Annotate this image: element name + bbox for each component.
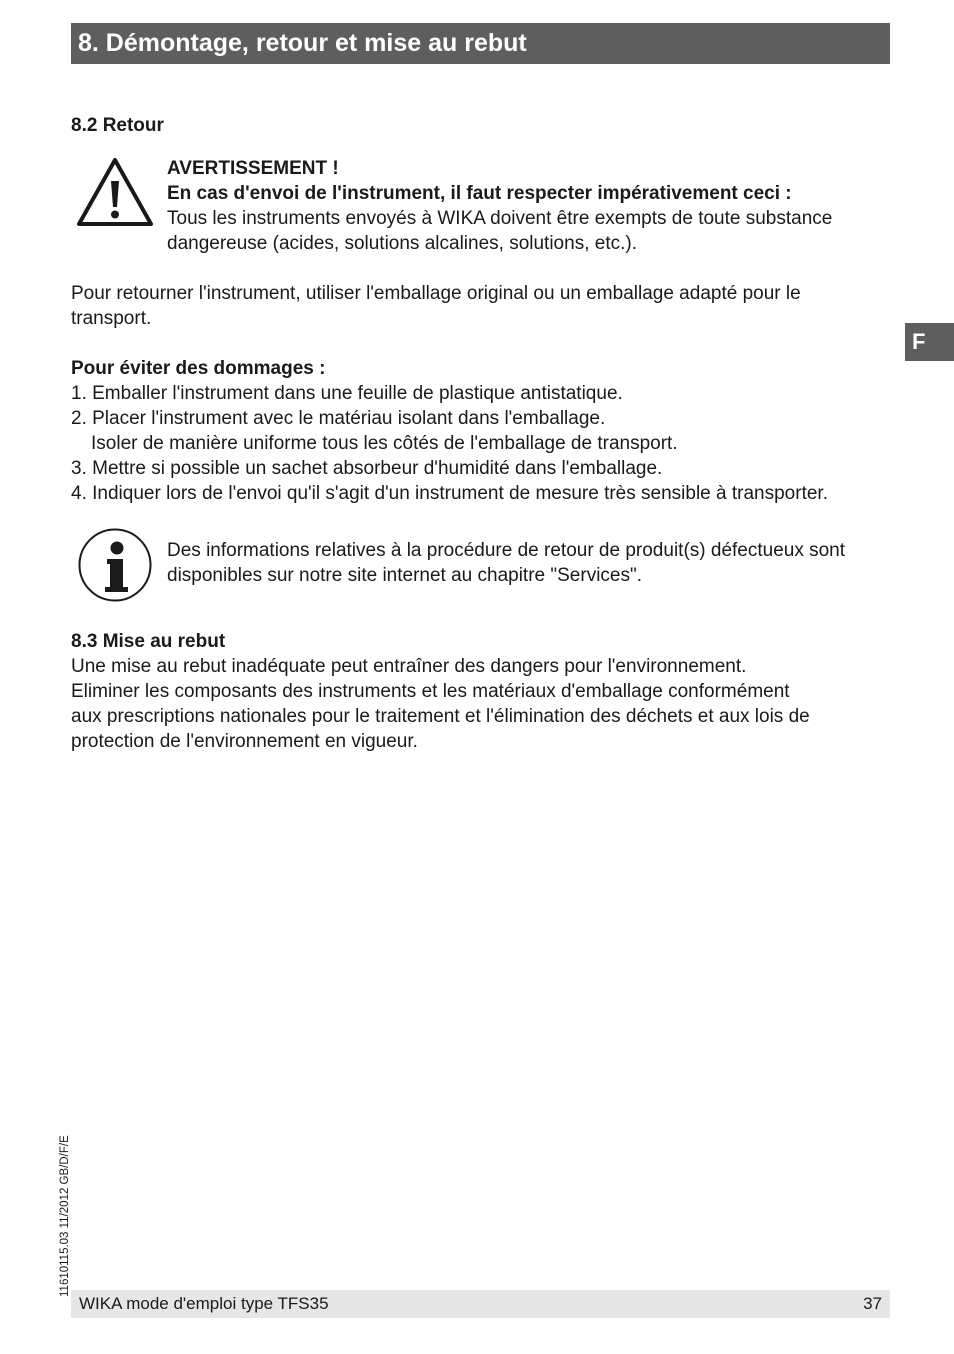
list-item: 1. Emballer l'instrument dans une feuille de plastique antistatique. <box>71 383 623 404</box>
list-item: 3. Mettre si possible un sachet absorbeur d'humidité dans l'emballage. <box>71 458 663 479</box>
list-item-continuation: Isoler de manière uniforme tous les côtés de l'emballage de transport. <box>91 433 678 454</box>
info-text-line: Des informations relatives à la procédure de retour de produit(s) défectueux sont <box>167 540 846 561</box>
warning-triangle-icon <box>76 157 154 227</box>
list-item: 4. Indiquer lors de l'envoi qu'il s'agit d'un instrument de mesure très sensible à transporter. <box>71 483 828 504</box>
chapter-title: 8. Démontage, retour et mise au rebut <box>78 29 527 57</box>
warning-subtitle: En cas d'envoi de l'instrument, il faut respecter impérativement ceci : <box>167 183 792 204</box>
language-tab: F <box>905 323 954 361</box>
document-reference: 11610115.03 11/2012 GB/D/F/E <box>59 1135 71 1297</box>
section-heading-mise-au-rebut: 8.3 Mise au rebut <box>71 631 226 652</box>
disposal-paragraph-line: Eliminer les composants des instruments et les matériaux d'emballage conformément <box>71 681 790 702</box>
footer-text: WIKA mode d'emploi type TFS35 <box>79 1294 329 1313</box>
intro-paragraph-line: Pour retourner l'instrument, utiliser l'emballage original ou un emballage adapté pour le <box>71 283 801 304</box>
list-item: 2. Placer l'instrument avec le matériau isolant dans l'emballage. <box>71 408 606 429</box>
avoid-damage-heading: Pour éviter des dommages : <box>71 358 326 379</box>
section-heading-retour: 8.2 Retour <box>71 115 164 136</box>
intro-paragraph-line: transport. <box>71 308 152 329</box>
info-icon <box>77 527 153 603</box>
warning-text-line: Tous les instruments envoyés à WIKA doivent être exempts de toute substance <box>167 208 833 229</box>
disposal-paragraph-line: Une mise au rebut inadéquate peut entraîner des dangers pour l'environnement. <box>71 656 747 677</box>
disposal-paragraph-line: aux prescriptions nationales pour le traitement et l'élimination des déchets et aux lois de <box>71 706 810 727</box>
page-number: 37 <box>863 1294 882 1313</box>
info-text-line: disponibles sur notre site internet au chapitre "Services". <box>167 565 643 586</box>
chapter-header <box>71 23 890 64</box>
warning-text-line: dangereuse (acides, solutions alcalines, solutions, etc.). <box>167 233 637 254</box>
warning-title: AVERTISSEMENT ! <box>167 158 339 179</box>
page-footer <box>71 1290 890 1318</box>
disposal-paragraph-line: protection de l'environnement en vigueur. <box>71 731 418 752</box>
